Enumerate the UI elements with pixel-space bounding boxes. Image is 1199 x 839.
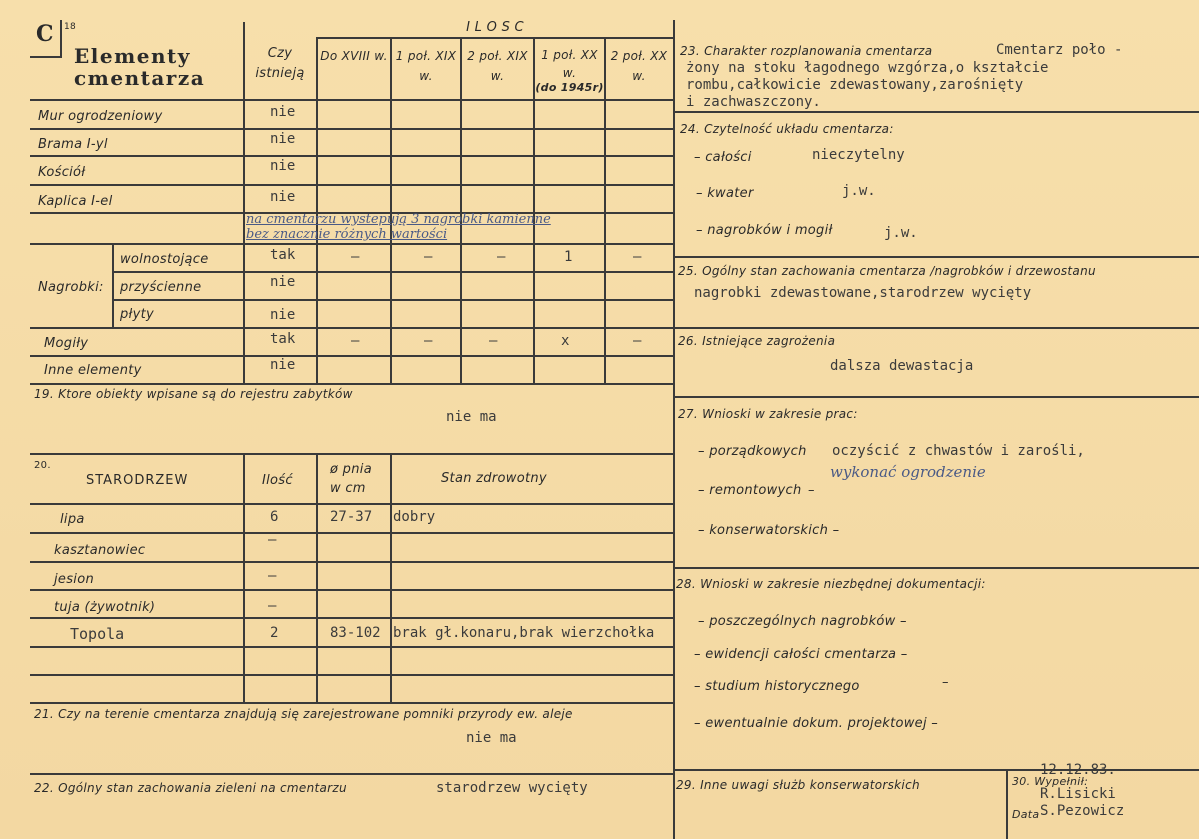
czy-istnieja-header: Czy istnieją [255, 46, 305, 81]
divider [30, 589, 674, 591]
row-label: Kaplica I-el [38, 194, 113, 209]
divider [30, 243, 674, 245]
divider [30, 646, 674, 648]
divider [112, 244, 114, 328]
col-stan: Stan zdrowotny [441, 471, 547, 486]
divider [1006, 770, 1008, 839]
divider [243, 455, 245, 702]
section-23-line4: i zachwaszczony. [686, 94, 821, 110]
title-line1: Elementy [74, 44, 191, 68]
ilosc-header: I L O S C [466, 20, 524, 35]
title-line2: cmentarza [74, 66, 206, 90]
divider [30, 184, 674, 186]
qty-value: – [424, 249, 433, 265]
row-label: płyty [120, 307, 154, 322]
row-label: przyścienne [120, 280, 202, 295]
divider [316, 38, 318, 384]
nagrobki-label: Nagrobki: [38, 280, 104, 295]
divider [390, 38, 392, 384]
value-nagrobkow: j.w. [884, 225, 918, 241]
divider [30, 674, 674, 676]
qty-value: x [561, 333, 570, 349]
value-porzadkowych: oczyścić z chwastów i zarośli, [832, 443, 1085, 459]
tree-state: dobry [393, 509, 436, 525]
doc-studium: – studium historycznego [694, 679, 860, 694]
section-26-label: 26. Istniejące zagrożenia [678, 334, 836, 348]
divider [674, 567, 1199, 569]
col-2pol-xx: 2 poł. XX w. [610, 49, 668, 83]
row-label: Mogiły [44, 336, 89, 351]
value-kwater: j.w. [842, 183, 876, 199]
qty-value: – [351, 249, 360, 265]
exists-value: nie [270, 274, 296, 290]
divider [316, 37, 674, 39]
qty-value: – [633, 249, 642, 265]
col-pien-a: ø pnia [330, 462, 372, 477]
starodrzew-header: STARODRZEW [86, 473, 189, 488]
doc-projektowej: – ewentualnie dokum. projektowej – [694, 716, 939, 731]
row-label: Brama I-yl [38, 137, 108, 152]
label-remontowych: – remontowych [698, 483, 802, 498]
remontowych-dash: – [808, 483, 815, 498]
row-label: Kościół [38, 165, 86, 180]
label-nagrobkow: – nagrobków i mogił [696, 223, 833, 238]
handwritten-note-line1: na cmentarzu wystepują 3 nagrobki kamienne [246, 212, 551, 227]
row-label: wolnostojące [120, 252, 209, 267]
divider [673, 20, 675, 839]
divider [30, 355, 674, 357]
exists-value: nie [270, 131, 296, 147]
tree-name: jesion [54, 572, 94, 587]
qty-value: – [489, 333, 498, 349]
divider [30, 453, 674, 455]
card-number: 18 [64, 22, 77, 32]
qty-value: – [351, 333, 360, 349]
exists-value: tak [270, 331, 296, 347]
section-22-value: starodrzew wycięty [436, 780, 588, 796]
tree-qty: – [268, 598, 277, 614]
tree-diameter: 83-102 [330, 625, 381, 641]
col-1pol-xix: 1 poł. XIX w. [395, 49, 457, 83]
section-23-line1: Cmentarz poło - [996, 42, 1123, 58]
col-do-xviii: Do XVIII w. [320, 49, 388, 63]
section-23-label: 23. Charakter rozplanowania cmentarza [680, 44, 933, 58]
filled-by-name2: S.Pezowicz [1040, 803, 1125, 819]
value-remontowych: wykonać ogrodzenie [830, 463, 986, 481]
filled-by-name1: R.Lisicki [1040, 786, 1116, 802]
divider [316, 455, 318, 702]
tree-qty: – [268, 568, 277, 584]
section-29-label: 29. Inne uwagi służb konserwatorskich [676, 778, 920, 792]
col-ilosc: Ilość [262, 473, 293, 488]
handwritten-note-line2: bez znacznie różnych wartości [246, 227, 448, 242]
divider [460, 38, 462, 384]
qty-value: 1 [564, 249, 573, 265]
divider [674, 769, 1199, 771]
exists-value: tak [270, 247, 296, 263]
tree-name: lipa [60, 512, 85, 527]
value-calosci: nieczytelny [812, 147, 905, 163]
row-label: Inne elementy [44, 363, 142, 378]
col-1pol-xx: 1 poł. XX w. [541, 48, 598, 80]
card-letter: C [36, 21, 56, 47]
qty-value: – [633, 333, 642, 349]
divider [674, 111, 1199, 113]
section-26-value: dalsza dewastacja [830, 358, 974, 374]
divider [30, 128, 674, 130]
divider [604, 38, 606, 384]
col-2pol-xix: 2 poł. XIX w. [467, 49, 528, 83]
doc-nagrobkow: – poszczególnych nagrobków – [698, 614, 907, 629]
section-22-label: 22. Ogólny stan zachowania zieleni na cmentarzu [34, 781, 347, 795]
tree-state: brak gł.konaru,brak wierzchołka [393, 625, 655, 641]
divider [30, 99, 674, 101]
divider [112, 299, 674, 301]
tree-diameter: 27-37 [330, 509, 373, 525]
section-23-line3: rombu,całkowicie zdewastowany,zarośnięty [686, 77, 1024, 93]
divider [30, 702, 674, 704]
divider [30, 383, 674, 385]
tree-qty: 6 [270, 509, 279, 525]
exists-value: nie [270, 307, 296, 323]
date-label: Data [1012, 808, 1040, 821]
section-30-label: 30. Wypełnił: [1012, 775, 1089, 788]
qty-value: – [497, 249, 506, 265]
section-28-label: 28. Wnioski w zakresie niezbędnej dokumentacji: [676, 577, 986, 591]
tree-name: kasztanowiec [54, 543, 146, 558]
tree-name: tuja (żywotnik) [54, 600, 156, 615]
exists-value: nie [270, 357, 296, 373]
doc-ewidencji: – ewidencji całości cmentarza – [694, 647, 908, 662]
divider [30, 532, 674, 534]
exists-value: nie [270, 104, 296, 120]
divider [674, 327, 1199, 329]
section-25-label: 25. Ogólny stan zachowania cmentarza /nagrobków i drzewostanu [678, 264, 1096, 278]
exists-value: nie [270, 158, 296, 174]
col-1pol-xx-note: (do 1945r) [535, 81, 604, 94]
section-19-value: nie ma [446, 409, 497, 425]
divider [30, 773, 674, 775]
section-24-label: 24. Czytelność układu cmentarza: [680, 122, 894, 136]
tree-qty: 2 [270, 625, 279, 641]
divider [30, 155, 674, 157]
qty-value: – [424, 333, 433, 349]
divider [112, 271, 674, 273]
label-kwater: – kwater [696, 186, 754, 201]
col-pien-b: w cm [330, 481, 366, 496]
exists-value: nie [270, 189, 296, 205]
divider [674, 396, 1199, 398]
section-21-label: 21. Czy na terenie cmentarza znajdują się zarejestrowane pomniki przyrody ew. aleje [34, 707, 573, 721]
date-value: 12.12.83. [1040, 762, 1116, 778]
tree-name: Topola [70, 625, 125, 643]
divider [674, 256, 1199, 258]
section-25-value: nagrobki zdewastowane,starodrzew wycięty [694, 285, 1032, 301]
tree-qty: – [268, 532, 277, 548]
section-19-label: 19. Ktore obiekty wpisane są do rejestru zabytków [34, 387, 353, 401]
section-21-value: nie ma [466, 730, 517, 746]
divider [30, 617, 674, 619]
section-23-line2: żony na stoku łagodnego wzgórza,o kształcie [686, 60, 1049, 76]
divider [30, 327, 674, 329]
divider [30, 561, 674, 563]
divider [30, 503, 674, 505]
row-label: Mur ogrodzeniowy [38, 109, 163, 124]
label-calosci: – całości [694, 150, 752, 165]
divider [390, 455, 392, 702]
label-konserwatorskich: – konserwatorskich – [698, 523, 840, 538]
section-20-number: 20. [34, 460, 51, 471]
doc-studium-dash: – [942, 675, 949, 690]
label-porzadkowych: – porządkowych [698, 444, 807, 459]
section-27-label: 27. Wnioski w zakresie prac: [678, 407, 858, 421]
